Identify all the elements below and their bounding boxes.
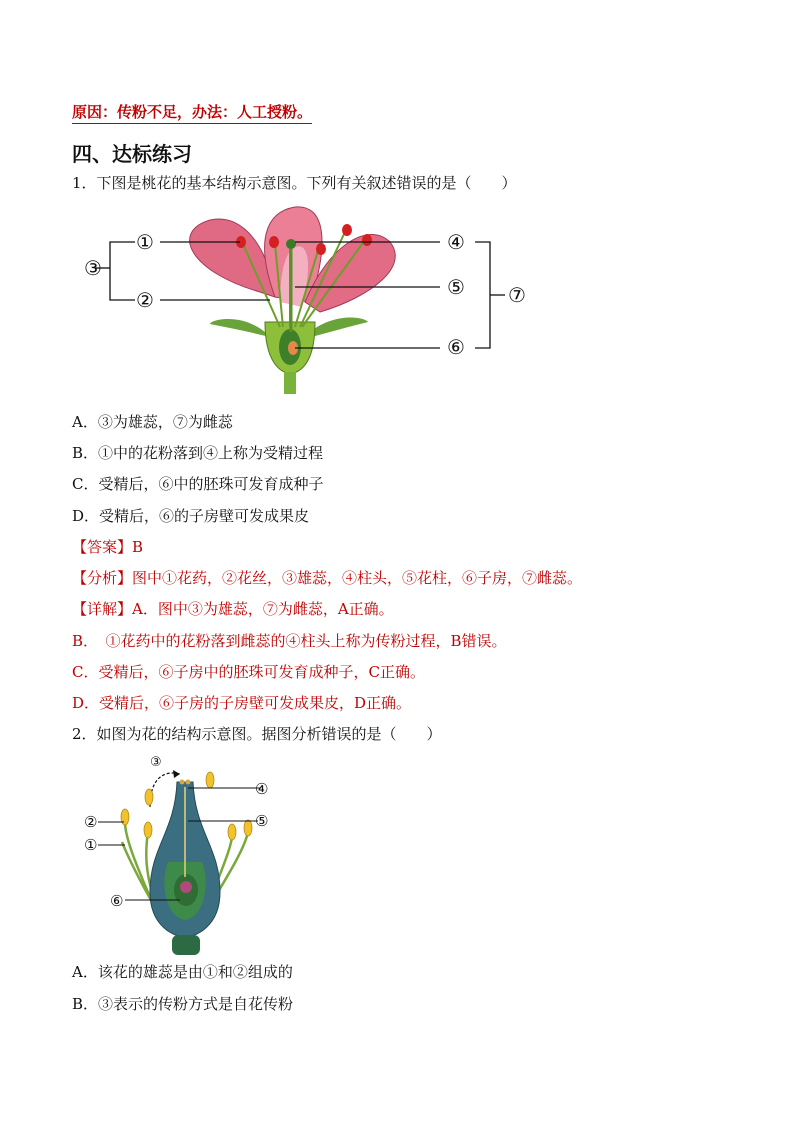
fig1-label-2: ② (136, 288, 154, 312)
fig2-label-5: ⑤ (255, 812, 269, 830)
analysis-text: 图中①花药，②花丝，③雄蕊，④柱头，⑤花柱，⑥子房，⑦雌蕊。 (132, 569, 583, 587)
fig2-label-3: ③ (150, 755, 162, 770)
fig1-label-5: ⑤ (447, 275, 465, 299)
q1-stem: 1．下图是桃花的基本结构示意图。下列有关叙述错误的是（ ） (72, 174, 517, 192)
q2-option-a: A．该花的雄蕊是由①和②组成的 (72, 963, 293, 981)
q1-option-a: A．③为雄蕊，⑦为雌蕊 (72, 413, 233, 431)
detail-a: A．图中③为雄蕊，⑦为雌蕊，A正确。 (132, 600, 394, 618)
q2-stem: 2．如图为花的结构示意图。据图分析错误的是（ ） (72, 725, 442, 743)
reason-note: 原因：传粉不足，办法：人工授粉。 (72, 101, 312, 124)
q1-option-c: C．受精后，⑥中的胚珠可发育成种子 (72, 475, 324, 493)
embryo-sac (180, 881, 192, 893)
stem (284, 372, 296, 394)
fig2-label-2: ② (84, 813, 98, 831)
fig1-label-6: ⑥ (447, 335, 465, 359)
flower-section-figure (80, 752, 280, 957)
analysis-tag: 【分析】 (72, 569, 133, 587)
fig2-label-4: ④ (255, 780, 269, 798)
fig2-label-6: ⑥ (110, 892, 124, 910)
fig1-label-1: ① (136, 230, 154, 254)
fig1-label-4: ④ (447, 230, 465, 254)
sepal-right (308, 318, 368, 338)
answer-tag: 【答案】 (72, 538, 133, 556)
fig1-label-3: ③ (84, 256, 102, 280)
sepal-left (210, 319, 270, 337)
section-title: 四、达标练习 (72, 142, 192, 166)
detail-tag: 【详解】 (72, 600, 133, 618)
answer-value: B (132, 538, 144, 556)
q1-detail-d: D．受精后，⑥子房的子房壁可发成果皮，D正确。 (72, 694, 412, 712)
receptacle (172, 935, 200, 955)
q1-detail-a-line (72, 599, 394, 619)
q1-detail-b: B． ①花药中的花粉落到雌蕊的④柱头上称为传粉过程，B错误。 (72, 632, 507, 650)
q1-option-d: D．受精后，⑥的子房壁可发成果皮 (72, 507, 310, 525)
q1-analysis-line (72, 568, 582, 588)
q2-option-b: B．③表示的传粉方式是自花传粉 (72, 995, 294, 1013)
fig2-label-1: ① (84, 836, 98, 854)
q1-answer-line (72, 537, 143, 557)
q1-option-b: B．①中的花粉落到④上称为受精过程 (72, 444, 324, 462)
q1-detail-c: C．受精后，⑥子房中的胚珠可发育成种子，C正确。 (72, 663, 425, 681)
fig1-label-7: ⑦ (508, 283, 526, 307)
stigma (286, 239, 296, 249)
